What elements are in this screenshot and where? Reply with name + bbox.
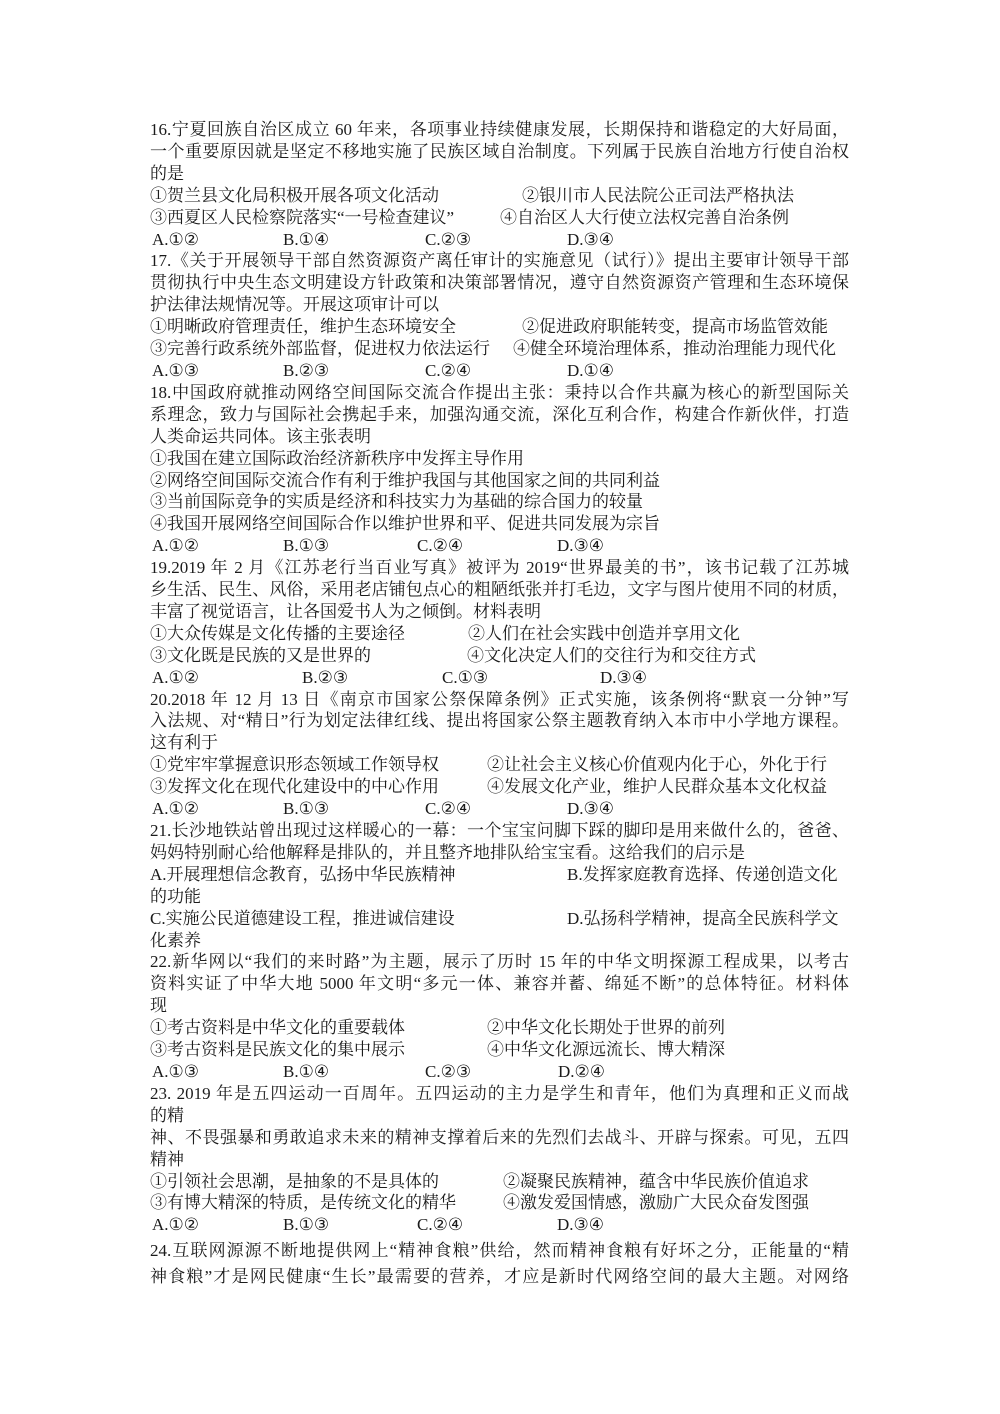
question-stem-line: 16.宁夏回族自治区成立 60 年来，各项事业持续健康发展，长期保持和谐稳定的大好局面， bbox=[150, 120, 849, 139]
question-stem-line: 24.互联网源源不断地提供网上“精神食粮”供给，然而精神食粮有好坏之分，正能量的“精 bbox=[150, 1241, 849, 1261]
choice-c: C.①③ bbox=[442, 667, 489, 687]
question-20 bbox=[150, 689, 849, 820]
question-stem-line: 乡生活、民生、风俗，采用老店铺包点心的粗陋纸张并打毛边，文字与图片使用不同的材质， bbox=[150, 580, 849, 600]
choice-b: B.①③ bbox=[283, 536, 330, 556]
choice-c: C.②④ bbox=[417, 1215, 464, 1235]
choice-row bbox=[150, 908, 849, 930]
question-stem-line: 的精 bbox=[150, 1105, 184, 1125]
question-stem-line: 18.中国政府就推动网络空间国际交流合作提出主张：秉持以合作共赢为核心的新型国际关 bbox=[150, 382, 849, 402]
choice-row bbox=[150, 798, 849, 820]
choice-row bbox=[150, 1214, 849, 1236]
choice-a: A.①③ bbox=[152, 360, 200, 380]
option-row bbox=[150, 316, 849, 338]
question-stem-line: 人类命运共同体。该主张表明 bbox=[150, 426, 371, 446]
choice-a: A.①② bbox=[152, 1215, 200, 1235]
option-row bbox=[150, 776, 849, 798]
question-17 bbox=[150, 250, 849, 381]
choice-c: C.实施公民道德建设工程，推进诚信建设 bbox=[150, 908, 455, 928]
question-stem-line: 神、不畏强暴和勇敢追求未来的精神支撑着后来的先烈们去战斗、开辟与探索。可见，五四 bbox=[150, 1127, 849, 1147]
option-3: ③文化既是民族的又是世界的 bbox=[150, 645, 371, 665]
option-4: ④我国开展网络空间国际合作以维护世界和平、促进共同发展为宗旨 bbox=[150, 514, 660, 534]
option-row bbox=[150, 338, 849, 360]
choice-b: B.①④ bbox=[283, 229, 330, 249]
option-2: ②中华文化长期处于世界的前列 bbox=[487, 1018, 725, 1038]
choice-d: D.①④ bbox=[567, 360, 615, 380]
question-stem-line: 资料实证了中华大地 5000 年文明“多元一体、兼容并蓄、绵延不断”的总体特征。材料体 bbox=[150, 974, 849, 994]
choice-b-continued: 的功能 bbox=[150, 886, 201, 906]
question-stem-line: 丰富了视觉语言，让各国爱书人为之倾倒。材料表明 bbox=[150, 601, 541, 621]
choice-a: A.①② bbox=[152, 799, 200, 819]
question-stem-line: 22.新华网以“我们的来时路”为主题，展示了历时 15 年的中华文明探源工程成果，以考古 bbox=[150, 952, 849, 972]
choice-c: C.②③ bbox=[425, 229, 472, 249]
question-21 bbox=[150, 820, 849, 951]
option-1: ①引领社会思潮，是抽象的不是具体的 bbox=[150, 1171, 439, 1191]
question-stem-line: 现 bbox=[150, 996, 167, 1016]
option-row bbox=[150, 185, 849, 207]
question-16 bbox=[150, 119, 849, 250]
choice-a: A.开展理想信念教育，弘扬中华民族精神 bbox=[150, 864, 456, 884]
question-stem-line: 系理念，致力与国际社会携起手来，加强沟通交流，深化互利合作，构建合作新伙伴，打造 bbox=[150, 404, 849, 424]
option-1: ①贺兰县文化局积极开展各项文化活动 bbox=[150, 185, 439, 205]
option-row bbox=[150, 754, 849, 776]
question-stem-line: 这有利于 bbox=[150, 733, 218, 753]
option-2: ②银川市人民法院公正司法严格执法 bbox=[522, 185, 794, 205]
option-2: ②人们在社会实践中创造并享用文化 bbox=[468, 623, 740, 643]
question-stem-line: 的是 bbox=[150, 163, 184, 183]
choice-b: B.发挥家庭教育选择、传递创造文化 bbox=[567, 864, 838, 884]
option-1: ①我国在建立国际政治经济新秩序中发挥主导作用 bbox=[150, 448, 524, 468]
choice-d-continued: 化素养 bbox=[150, 930, 201, 950]
choice-row bbox=[150, 667, 849, 689]
question-stem-line: 20.2018 年 12 月 13 日《南京市国家公祭保障条例》正式实施，该条例将“默哀一分钟”写 bbox=[150, 689, 849, 709]
option-4: ④自治区人大行使立法权完善自治条例 bbox=[500, 207, 789, 227]
option-row bbox=[150, 207, 849, 229]
choice-row bbox=[150, 535, 849, 557]
question-stem-line: 21.长沙地铁站曾出现过这样暖心的一幕：一个宝宝问脚下踩的脚印是用来做什么的，爸爸、 bbox=[150, 821, 849, 840]
choice-c: C.②④ bbox=[417, 536, 464, 556]
question-stem-line: 19.2019 年 2 月《江苏老行当百业写真》被评为 2019“世界最美的书”，该书记载了江苏城 bbox=[150, 558, 849, 578]
exam-page bbox=[150, 119, 849, 1289]
choice-row bbox=[150, 864, 849, 886]
option-row bbox=[150, 623, 849, 645]
option-1: ①党牢牢掌握意识形态领域工作领导权 bbox=[150, 755, 439, 775]
option-row bbox=[150, 1171, 849, 1193]
choice-row bbox=[150, 1061, 849, 1083]
choice-d: D.③④ bbox=[567, 229, 615, 249]
option-row bbox=[150, 1192, 849, 1214]
option-1: ①考古资料是中华文化的重要载体 bbox=[150, 1018, 405, 1038]
option-4: ④激发爱国情感，激励广大民众奋发图强 bbox=[503, 1193, 809, 1213]
choice-a: A.①② bbox=[152, 229, 200, 249]
option-4: ④发展文化产业，维护人民群众基本文化权益 bbox=[487, 777, 827, 797]
question-stem-line: 贯彻执行中央生态文明建设方针政策和决策部署情况，遵守自然资源资产管理和生态环境保 bbox=[150, 273, 849, 293]
option-3: ③发挥文化在现代化建设中的中心作用 bbox=[150, 777, 439, 797]
choice-b: B.②③ bbox=[302, 667, 349, 687]
question-stem-line: 妈妈特别耐心给他解释是排队的，并且整齐地排队给宝宝看。这给我们的启示是 bbox=[150, 842, 745, 862]
option-3: ③考古资料是民族文化的集中展示 bbox=[150, 1040, 405, 1060]
option-row bbox=[150, 1017, 849, 1039]
question-19 bbox=[150, 557, 849, 688]
choice-b: B.①④ bbox=[283, 1061, 330, 1081]
choice-b: B.①③ bbox=[283, 1215, 330, 1235]
question-stem-line: 17.《关于开展领导干部自然资源资产离任审计的实施意见（试行）》提出主要审计领导干部 bbox=[150, 251, 849, 271]
option-3: ③完善行政系统外部监督，促进权力依法运行 bbox=[150, 339, 490, 359]
choice-b: B.②③ bbox=[283, 360, 330, 380]
question-stem-line: 入法规、对“精日”行为划定法律红线、提出将国家公祭主题教育纳入本市中小学地方课程。 bbox=[150, 711, 849, 731]
option-2: ②促进政府职能转变，提高市场监管效能 bbox=[522, 317, 828, 337]
question-18 bbox=[150, 382, 849, 557]
question-stem-line: 神食粮”才是网民健康“生长”最需要的营养，才应是新时代网络空间的最大主题。对网络 bbox=[150, 1266, 849, 1286]
choice-row bbox=[150, 229, 849, 251]
option-3: ③当前国际竞争的实质是经济和科技实力为基础的综合国力的较量 bbox=[150, 492, 643, 512]
choice-d: D.弘扬科学精神，提高全民族科学文 bbox=[567, 908, 839, 928]
choice-a: A.①② bbox=[152, 536, 200, 556]
option-2: ②凝聚民族精神，蕴含中华民族价值追求 bbox=[503, 1171, 809, 1191]
option-2: ②网络空间国际交流合作有利于维护我国与其他国家之间的共同利益 bbox=[150, 470, 660, 490]
choice-d: D.②④ bbox=[558, 1061, 606, 1081]
option-4: ④文化决定人们的交往行为和交往方式 bbox=[467, 645, 756, 665]
choice-c: C.②③ bbox=[425, 1061, 472, 1081]
choice-c: C.②④ bbox=[425, 360, 472, 380]
choice-a: A.①② bbox=[152, 667, 200, 687]
option-4: ④健全环境治理体系，推动治理能力现代化 bbox=[513, 339, 836, 359]
choice-d: D.③④ bbox=[600, 667, 648, 687]
choice-a: A.①③ bbox=[152, 1061, 200, 1081]
option-3: ③有博大精深的特质，是传统文化的精华 bbox=[150, 1193, 456, 1213]
choice-row bbox=[150, 360, 849, 382]
question-23 bbox=[150, 1083, 849, 1236]
question-stem-line: 23. 2019 年是五四运动一百周年。五四运动的主力是学生和青年，他们为真理和正义而战 bbox=[150, 1083, 849, 1103]
option-3: ③西夏区人民检察院落实“一号检查建议” bbox=[150, 207, 455, 227]
option-2: ②让社会主义核心价值观内化于心，外化于行 bbox=[487, 755, 827, 775]
option-row bbox=[150, 1039, 849, 1061]
choice-c: C.②④ bbox=[425, 799, 472, 819]
question-22 bbox=[150, 951, 849, 1082]
option-1: ①大众传媒是文化传播的主要途径 bbox=[150, 623, 405, 643]
choice-d: D.③④ bbox=[557, 536, 605, 556]
option-row bbox=[150, 645, 849, 667]
choice-b: B.①③ bbox=[283, 799, 330, 819]
question-24 bbox=[150, 1238, 849, 1289]
option-4: ④中华文化源远流长、博大精深 bbox=[487, 1040, 725, 1060]
choice-d: D.③④ bbox=[567, 799, 615, 819]
question-stem-line: 一个重要原因就是坚定不移地实施了民族区域自治制度。下列属于民族自治地方行使自治权 bbox=[150, 141, 849, 161]
option-1: ①明晰政府管理责任，维护生态环境安全 bbox=[150, 317, 456, 337]
question-stem-line: 护法律法规情况等。开展这项审计可以 bbox=[150, 295, 439, 315]
choice-d: D.③④ bbox=[557, 1215, 605, 1235]
question-stem-line: 精神 bbox=[150, 1149, 184, 1169]
